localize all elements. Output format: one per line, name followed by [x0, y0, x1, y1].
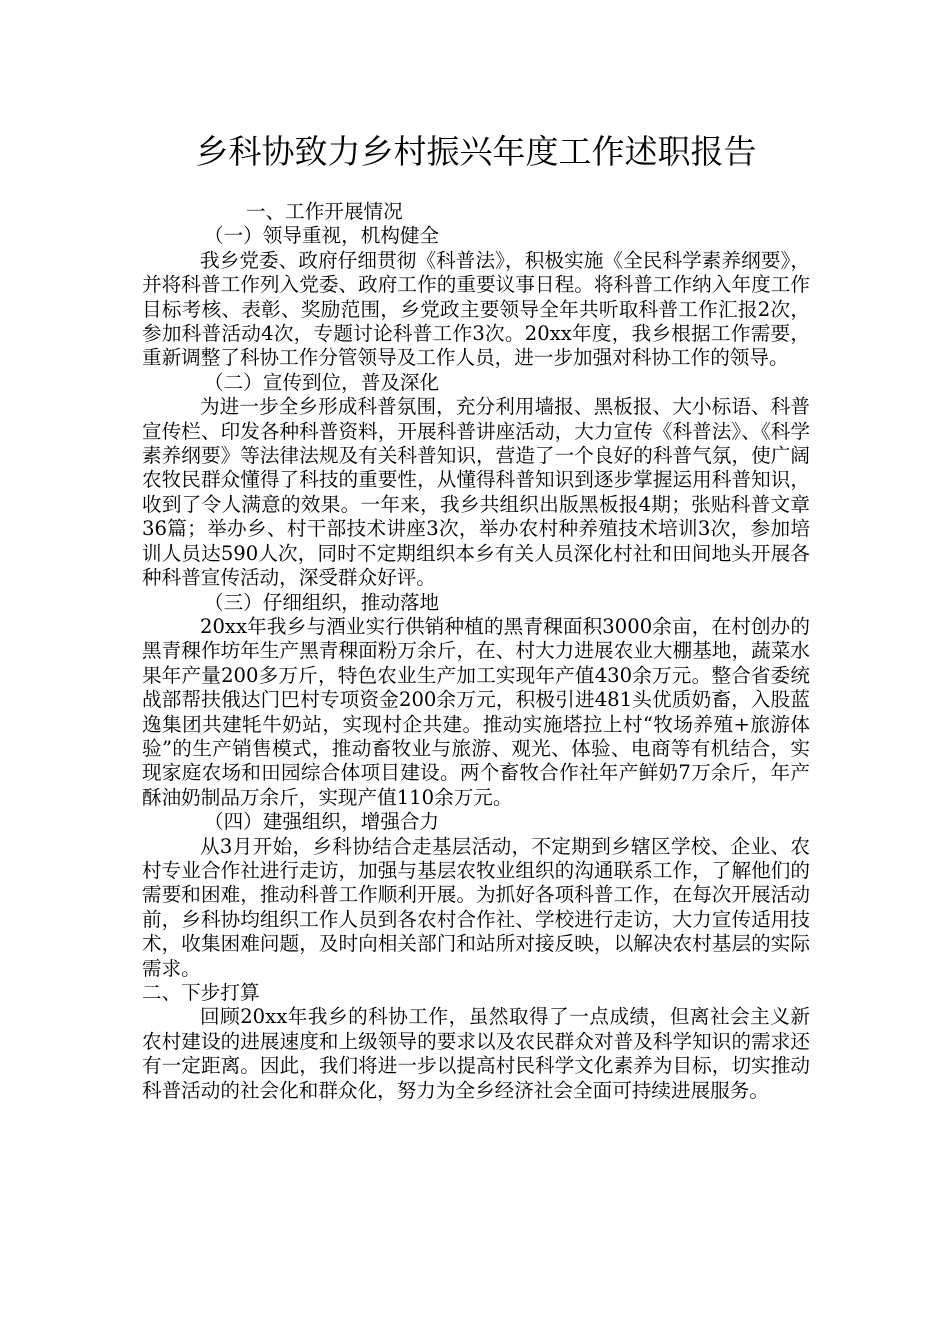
subsection-heading-strengthen: （四）建强组织，增强合力 — [204, 810, 440, 834]
paragraph-strengthen: 从3月开始，乡科协结合走基层活动，不定期到乡辖区学校、企业、农村专业合作社进行走访，加强与基层农牧业组织的沟通联系工作，了解他们的需要和困难，推动科普工作顺利开展。为抓好各项科普工作，在每次开展活动前，乡科协均组织工作人员到各农村合作社、学校进行走访，大力宣传适用技术，收集困难问题，及时向相关部门和站所对接反映，以解决农村基层的实际需求。 — [142, 834, 810, 980]
page-title: 乡科协致力乡村振兴年度工作述职报告 — [195, 132, 757, 171]
section-heading-next-steps: 二、下步打算 — [142, 981, 260, 1004]
paragraph-next-steps: 回顾20xx年我乡的科协工作，虽然取得了一点成绩，但离社会主义新农村建设的进展速度和上级领导的要求以及农民群众对普及科学知识的需求还有一定距离。因此，我们将进一步以提高村民科学文化素养为目标，切实推动科普活动的社会化和群众化，努力为全乡经济社会全面可持续进展服务。 — [142, 1005, 810, 1102]
paragraph-leadership: 我乡党委、政府仔细贯彻《科普法》，积极实施《全民科学素养纲要》，并将科普工作列入党委、政府工作的重要议事日程。将科普工作纳入年度工作目标考核、表彰、奖励范围，乡党政主要领导全年共听取科普工作汇报2次，参加科普活动4次，专题讨论科普工作3次。20xx年度，我乡根据工作需要，重新调整了科协工作分管领导及工作人员，进一步加强对科协工作的领导。 — [142, 248, 810, 370]
subsection-heading-leadership: （一）领导重视，机构健全 — [204, 224, 440, 248]
section-heading-work-status: 一、工作开展情况 — [246, 200, 403, 223]
subsection-heading-organization: （三）仔细组织，推动落地 — [204, 590, 440, 614]
paragraph-organization: 20xx年我乡与酒业实行供销种植的黑青稞面积3000余亩，在村创办的黑青稞作坊年生产黑青稞面粉万余斤，在、村大力进展农业大棚基地，蔬菜水果年产量200多万斤，特色农业生产加工实现年产值430余万元。整合省委统战部帮扶俄达门巴村专项资金200余万元，积极引进481头优质奶畜，入股蓝逸集团共建牦牛奶站，实现村企共建。推动实施塔拉上村“牧场养殖+旅游体验”的生产销售模式，推动畜牧业与旅游、观光、体验、电商等有机结合，实现家庭农场和田园综合体项目建设。两个畜牧合作社年产鲜奶7万余斤，年产酥油奶制品万余斤，实现产值110余万元。 — [142, 614, 810, 809]
paragraph-publicity: 为进一步全乡形成科普氛围，充分利用墙报、黑板报、大小标语、科普宣传栏、印发各种科普资料，开展科普讲座活动，大力宣传《科普法》、《科学素养纲要》等法律法规及有关科普知识，营造了一个良好的科普气氛，使广阔农牧民群众懂得了科技的重要性，从懂得科普知识到逐步掌握运用科普知识，收到了令人满意的效果。一年来，我乡共组织出版黑板报4期；张贴科普文章36篇；举办乡、村干部技术讲座3次，举办农村种养殖技术培训3次，参加培训人员达590人次，同时不定期组织本乡有关人员深化村社和田间地头开展各种科普宣传活动，深受群众好评。 — [142, 395, 810, 590]
document-page — [142, 128, 810, 1103]
subsection-heading-publicity: （二）宣传到位，普及深化 — [204, 370, 440, 394]
